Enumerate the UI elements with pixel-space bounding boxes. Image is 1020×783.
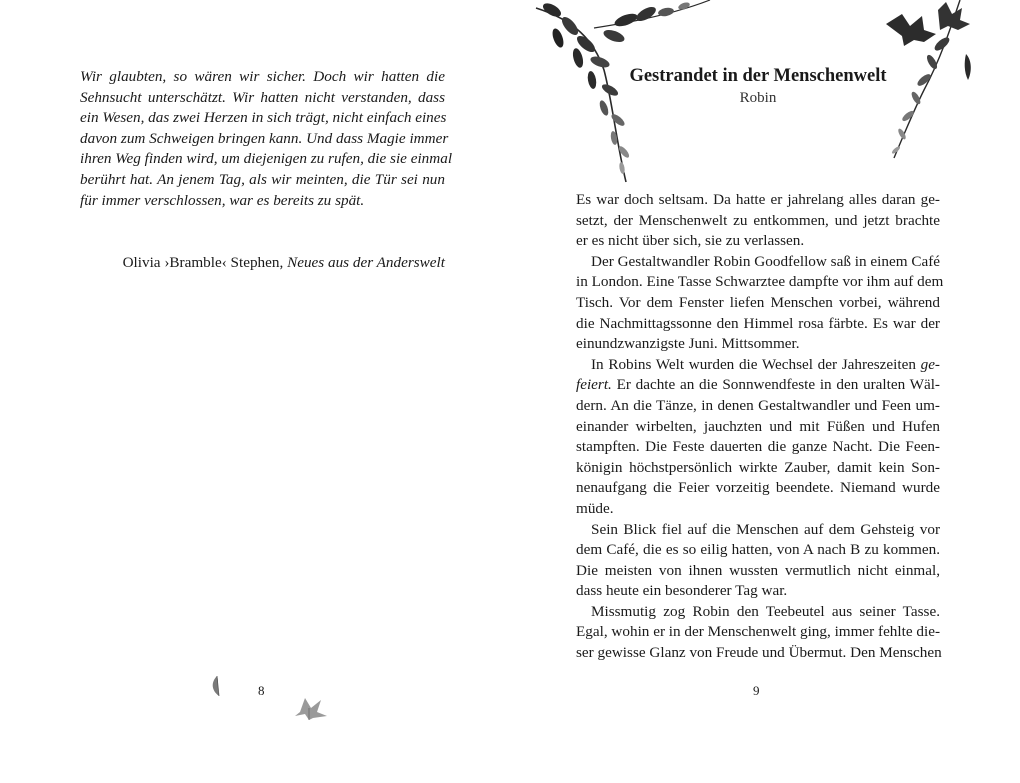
body-text-run: Er dachte an die Sonnwendfeste in den uralten Wäl-	[611, 376, 940, 394]
body-line	[576, 190, 940, 211]
falling-leaves-icon	[205, 672, 335, 720]
body-text-run: stampften. Die Feste dauerten die ganze Nacht. Die Feen-	[576, 438, 940, 456]
chapter-body	[576, 190, 944, 664]
body-text-run: setzt, der Menschenwelt zu entkommen, und jetzt brachte	[576, 211, 940, 229]
epigraph-line: Wir glaubten, so wären wir sicher. Doch wir hatten die	[80, 68, 445, 85]
right-page	[510, 0, 1020, 783]
body-line	[576, 622, 940, 643]
body-line	[576, 602, 940, 623]
epigraph	[80, 67, 453, 211]
body-line	[576, 540, 940, 561]
body-line	[576, 417, 940, 438]
body-line	[576, 231, 940, 252]
emphasis: ge-	[920, 355, 940, 373]
body-line	[576, 334, 940, 355]
body-text-run: müde.	[576, 499, 614, 517]
body-line	[576, 458, 940, 479]
body-text-run: dern. An die Tänze, in denen Gestaltwandler und Feen um-	[576, 396, 940, 414]
body-text-run: ser gewisse Glanz von Freude und Übermut. Den Menschen	[576, 644, 942, 662]
body-text-run: Der Gestaltwandler Robin Goodfellow saß in einem Café	[591, 252, 940, 270]
body-text-run: In Robins Welt wurden die Wechsel der Jahreszeiten	[591, 355, 921, 373]
body-line	[576, 499, 940, 520]
body-line	[576, 272, 944, 293]
page-number-left: 8	[258, 683, 265, 698]
body-line	[576, 561, 940, 582]
body-line	[576, 211, 940, 232]
epigraph-attribution	[80, 253, 445, 273]
page-number-right: 9	[753, 683, 760, 698]
emphasis: feiert.	[576, 376, 612, 394]
body-line	[576, 355, 940, 376]
epigraph-line: Sehnsucht unterschätzt. Wir hatten nicht verstanden, dass	[80, 88, 445, 106]
epigraph-line: berührt hat. An jenem Tag, als wir meinten, die Tür sei nun	[80, 170, 445, 188]
body-line	[576, 643, 940, 664]
body-text-run: einander wirbelten, jauchzten und mit Füßen und Hufen	[576, 417, 940, 435]
epigraph-line: ein Wesen, das zwei Herzen in sich trägt, nicht einfach eines	[80, 109, 447, 127]
body-line	[576, 478, 940, 499]
epigraph-line: ihren Weg finden wird, um diejenigen zu rufen, die sie einmal	[80, 150, 453, 168]
epigraph-line: davon zum Schweigen bringen kann. Und dass Magie immer	[80, 129, 449, 147]
body-line	[576, 520, 940, 541]
body-line	[576, 375, 940, 396]
chapter-subtitle: Robin	[739, 90, 777, 106]
body-line	[576, 581, 940, 602]
body-line	[576, 252, 940, 273]
body-text-run: dass heute ein besonderer Tag war.	[576, 582, 788, 600]
body-text-run: Egal, wohin er in der Menschenwelt ging, immer fehlte die-	[576, 623, 940, 641]
body-text-run: einundzwanzigste Juni. Mittsommer.	[576, 335, 800, 353]
body-text-run: er es nicht über sich, sie zu verlassen.	[576, 232, 805, 250]
body-text-run: Tisch. Vor dem Fenster liefen Menschen vorbei, während	[576, 293, 940, 311]
body-text-run: Sein Blick fiel auf die Menschen auf dem Gehsteig vor	[591, 520, 940, 538]
body-line	[576, 396, 940, 417]
body-text-run: in London. Eine Tasse Schwarztee dampfte vor ihm auf dem	[576, 273, 944, 291]
body-line	[576, 437, 940, 458]
chapter-title: Gestrandet in der Menschenwelt	[629, 66, 887, 86]
body-text-run: Es war doch seltsam. Da hatte er jahrelang alles daran ge-	[576, 191, 940, 208]
body-text-run: Die meisten von ihnen wussten vermutlich nicht einmal,	[576, 561, 940, 579]
body-text-run: Missmutig zog Robin den Teebeutel aus seiner Tasse.	[591, 602, 940, 620]
attribution-author: Olivia ›Bramble‹ Stephen,	[122, 254, 288, 271]
body-text-run: die Nachmittagssonne den Himmel rosa färbte. Es war der	[576, 314, 940, 332]
body-line	[576, 314, 940, 335]
body-line	[576, 293, 940, 314]
body-text-run: dem Café, die es so eilig hatten, von A nach B zu kommen.	[576, 541, 940, 559]
attribution-work: Neues aus der Anderswelt	[287, 254, 445, 271]
body-text-run: nenaufgang die Feier vorzeitig beendete. Niemand wurde	[576, 479, 940, 497]
body-text-run: königin höchstpersönlich wirkte Zauber, damit kein Son-	[576, 458, 940, 476]
epigraph-line: für immer verschlossen, war es bereits zu spät.	[80, 191, 365, 209]
